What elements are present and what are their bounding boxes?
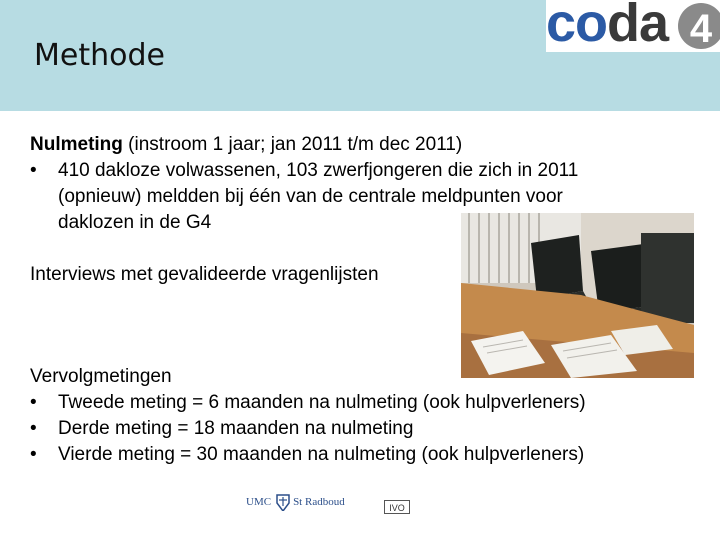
meeting-room-photo xyxy=(461,213,694,378)
svg-text:4: 4 xyxy=(689,7,713,51)
vervolgmetingen-heading: Vervolgmetingen xyxy=(30,366,172,387)
ivo-logo: IVO xyxy=(384,500,410,514)
nulmeting-bullet: • 410 dakloze volwassenen, 103 zwerfjongeren die zich in 2011 xyxy=(30,158,690,184)
interviews-line: Interviews met gevalideerde vragenlijsten xyxy=(30,264,379,285)
logo-wordmark: coda xyxy=(546,0,669,53)
umc-st-radboud-logo: UMC St Radboud xyxy=(246,496,345,508)
coda4-logo xyxy=(546,0,720,52)
vervolg-item-2: • Derde meting = 18 maanden na nulmeting xyxy=(30,416,690,442)
nulmeting-bullet-cont-1: (opnieuw) meldden bij één van de centrale meldpunten voor xyxy=(58,186,563,207)
nulmeting-line xyxy=(30,132,690,158)
slide-title: Methode xyxy=(34,38,165,73)
vervolg-item-1: • Tweede meting = 6 maanden na nulmeting (ook hulpverleners) xyxy=(30,390,690,416)
logo-four-icon xyxy=(677,0,720,52)
crest-icon xyxy=(275,493,291,511)
nulmeting-label: Nulmeting xyxy=(30,134,123,155)
nulmeting-detail: (instroom 1 jaar; jan 2011 t/m dec 2011) xyxy=(122,134,463,155)
nulmeting-bullet-cont-2: daklozen in de G4 xyxy=(58,212,212,233)
vervolg-item-3: • Vierde meting = 30 maanden na nulmeting (ook hulpverleners) xyxy=(30,442,690,468)
